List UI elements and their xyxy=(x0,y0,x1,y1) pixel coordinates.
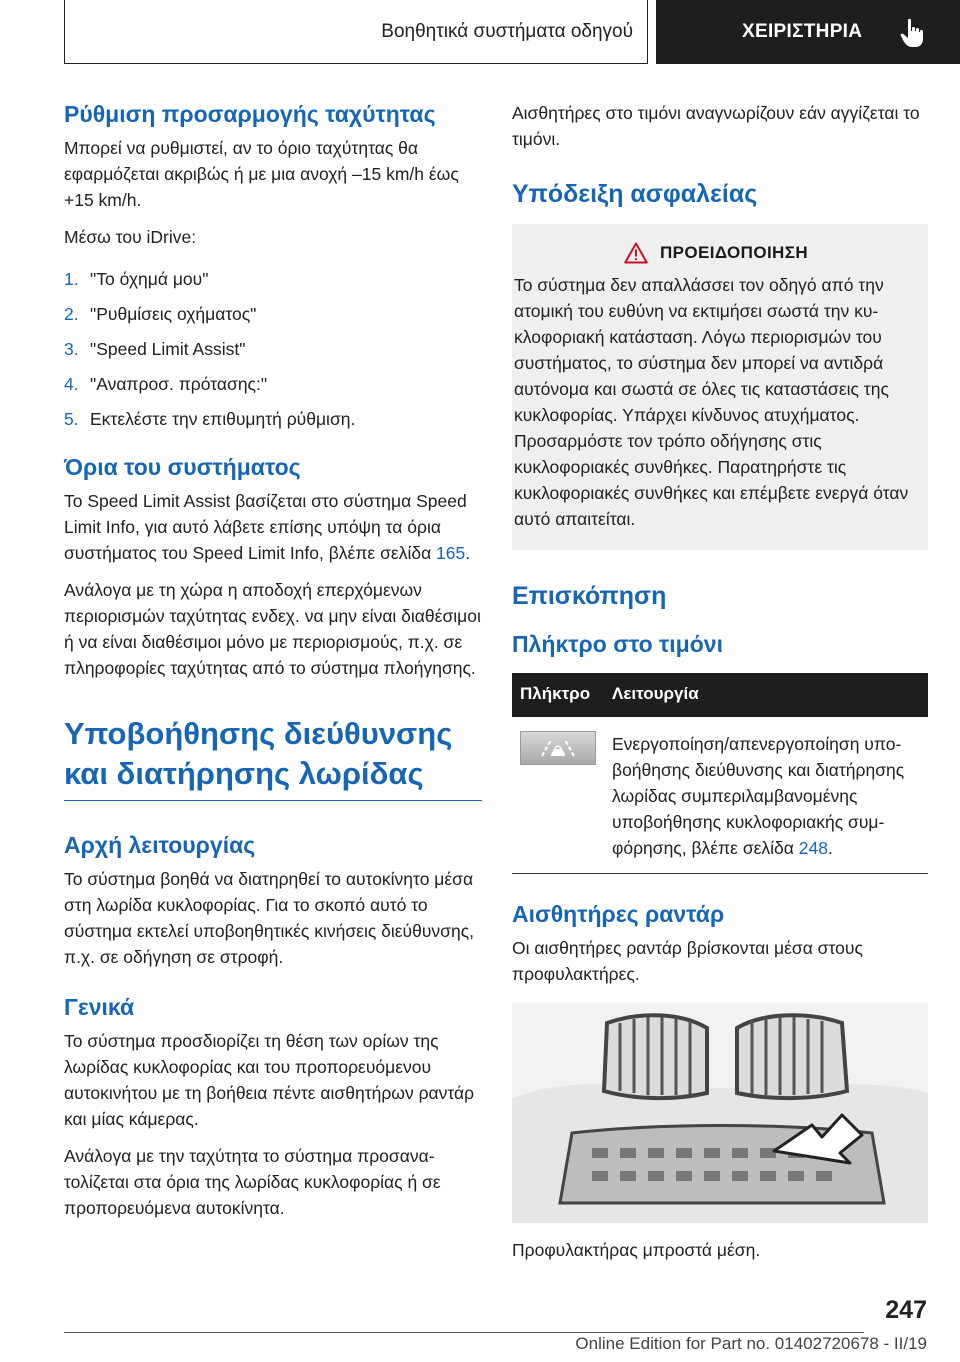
step-text: "Αναπροσ. πρότασης:" xyxy=(90,374,268,394)
photo-caption: Προφυλακτήρας μπροστά μέση. xyxy=(512,1240,761,1260)
steering-sensors-text: Αισθητήρες στο τιμόνι αναγνωρίζουν εάν αγγίζεται το τιμόνι. xyxy=(512,103,920,149)
right-column xyxy=(512,100,928,1274)
steering-button-heading: Πλήκτρο στο τιμόνι xyxy=(512,631,723,657)
header-section-title: Βοηθητικά συστήματα οδηγού xyxy=(381,20,633,42)
page-reference-link[interactable]: 165 xyxy=(436,543,466,563)
step-number: 4. xyxy=(64,374,79,394)
warning-text: Το σύστημα δεν απαλλάσσει τον οδηγό από την ατομική του ευθύνη να εκτιμήσει σωστά την κυκλοφοριακή κατάσταση. Λόγω περιορισμών του συστήματος, το σύστημα δεν μπορεί να αντιδρά αυτόνομα και σωστά σε όλες τις καταστάσεις της κυκλοφορίας. Υπάρχει κίνδυνος ατυχήματος. Προσαρμόστε τον τρόπο οδήγησης στις κυκλοφοριακές συνθήκες. Παρατηρήστε τις κυκλοφοριακές συνθήκες και επέμβετε ενεργά όταν αυτό απαιτείται. xyxy=(514,275,909,529)
system-limits-text: Το Speed Limit Assist βασίζεται στο σύστημα Speed Limit Info, για αυτό λάβετε επίσης υπόψη τα όρια συστήματος του Speed Limit Info, βλέπε σελίδα 165. xyxy=(64,491,471,563)
edition-info: Online Edition for Part no. 01402720678 - II/19 xyxy=(575,1334,927,1353)
idrive-intro: Μέσω του iDrive: xyxy=(64,227,197,247)
principle-heading: Αρχή λειτουργίας xyxy=(64,832,256,858)
system-limits-text-2: Ανάλογα με τη χώρα η αποδοχή επερχόμενων περιορισμών ταχύτητας ενδεχ. να μην είναι διαθέσιμοι ή να είναι διαθέσιμοι μόνο με περιορισμούς, π.χ. σε πληροφορίες ταχύτητας από το σύστημα πλοήγησης. xyxy=(64,580,481,678)
step-item xyxy=(64,268,482,291)
step-item xyxy=(64,373,482,396)
warning-box xyxy=(512,224,928,550)
safety-heading: Υπόδειξη ασφαλείας xyxy=(512,180,758,208)
step-number: 5. xyxy=(64,409,79,429)
overview-heading: Επισκόπηση xyxy=(512,582,667,610)
table-row-function-text: Ενεργοποίηση/απενεργοποίηση υποβοήθησης διεύθυνσης και διατήρησης λωρίδας συμπεριλαμβανομένης υποβοήθησης κυκλοφοριακής συμφόρησης, βλέπε σελίδα 248. xyxy=(604,717,928,874)
button-function-table xyxy=(512,673,928,874)
left-column xyxy=(64,100,482,1232)
step-number: 3. xyxy=(64,339,79,359)
general-text-2: Ανάλογα με την ταχύτητα το σύστημα προσανατολίζεται στα όρια της λωρίδας κυκλοφορίας ή σε προπορευόμενα αυτοκίνητα. xyxy=(64,1146,441,1218)
system-limits-heading: Όρια του συστήματος xyxy=(64,454,301,480)
page-reference-link[interactable]: 248 xyxy=(798,838,828,858)
step-text: "Speed Limit Assist" xyxy=(90,339,246,359)
step-text: "Ρυθμίσεις οχήματος" xyxy=(90,304,257,324)
step-number: 1. xyxy=(64,269,79,289)
warning-header xyxy=(512,242,920,264)
table-header-button: Πλήκτρο xyxy=(512,673,604,717)
header-chapter-title: ΧΕΙΡΙΣΤΗΡΙΑ xyxy=(742,21,863,42)
radar-sensors-text: Οι αισθητήρες ραντάρ βρίσκονται μέσα στους προφυλακτήρες. xyxy=(512,938,863,984)
step-number: 2. xyxy=(64,304,79,324)
lane-assist-main-heading: Υποβοήθησης διεύθυνσης και διατήρησης λωρίδας xyxy=(64,716,453,791)
step-text: "Το όχημά μου" xyxy=(90,269,209,289)
footer-divider xyxy=(64,1332,864,1333)
header-chapter-tab xyxy=(656,0,960,64)
lane-assist-button-icon xyxy=(520,731,596,765)
speed-adjust-text: Μπορεί να ρυθμιστεί, αν το όριο ταχύτητας θα εφαρμόζεται ακριβώς ή με μια ανοχή –15 km/h έως +15 km/h. xyxy=(64,138,459,210)
header-section-box xyxy=(64,0,648,64)
table-row xyxy=(512,717,928,874)
general-heading: Γενικά xyxy=(64,994,135,1020)
step-text: Εκτελέστε την επιθυμητή ρύθμιση. xyxy=(90,409,356,429)
page-number: 247 xyxy=(885,1296,927,1324)
table-header-function: Λειτουργία xyxy=(604,673,928,717)
step-item xyxy=(64,338,482,361)
step-item xyxy=(64,408,482,431)
hand-pointer-icon xyxy=(900,18,928,48)
speed-adjust-heading: Ρύθμιση προσαρμογής ταχύτητας xyxy=(64,101,436,127)
front-bumper-image xyxy=(512,1003,928,1223)
warning-label: ΠΡΟΕΙΔΟΠΟΙΗΣΗ xyxy=(659,243,809,262)
general-text-1: Το σύστημα προσδιορίζει τη θέση των ορίων της λωρίδας κυκλοφορίας και του προπορευόμενου αυτοκινήτου με τη βοήθεια πέντε αισθητήρων ραντάρ και μίας κάμερας. xyxy=(64,1031,475,1129)
main-heading-block xyxy=(64,714,482,801)
idrive-steps-list xyxy=(64,268,482,431)
step-item xyxy=(64,303,482,326)
warning-triangle-icon xyxy=(624,242,648,264)
radar-sensors-heading: Αισθητήρες ραντάρ xyxy=(512,901,725,927)
principle-text: Το σύστημα βοηθά να διατηρηθεί το αυτοκίνητο μέσα στη λωρίδα κυκλοφορίας. Για το σκοπό αυτό το σύστημα εκτελεί υποβοηθητικές κινήσεις διεύθυνσης, π.χ. σε οδήγηση σε στροφή. xyxy=(64,869,475,967)
